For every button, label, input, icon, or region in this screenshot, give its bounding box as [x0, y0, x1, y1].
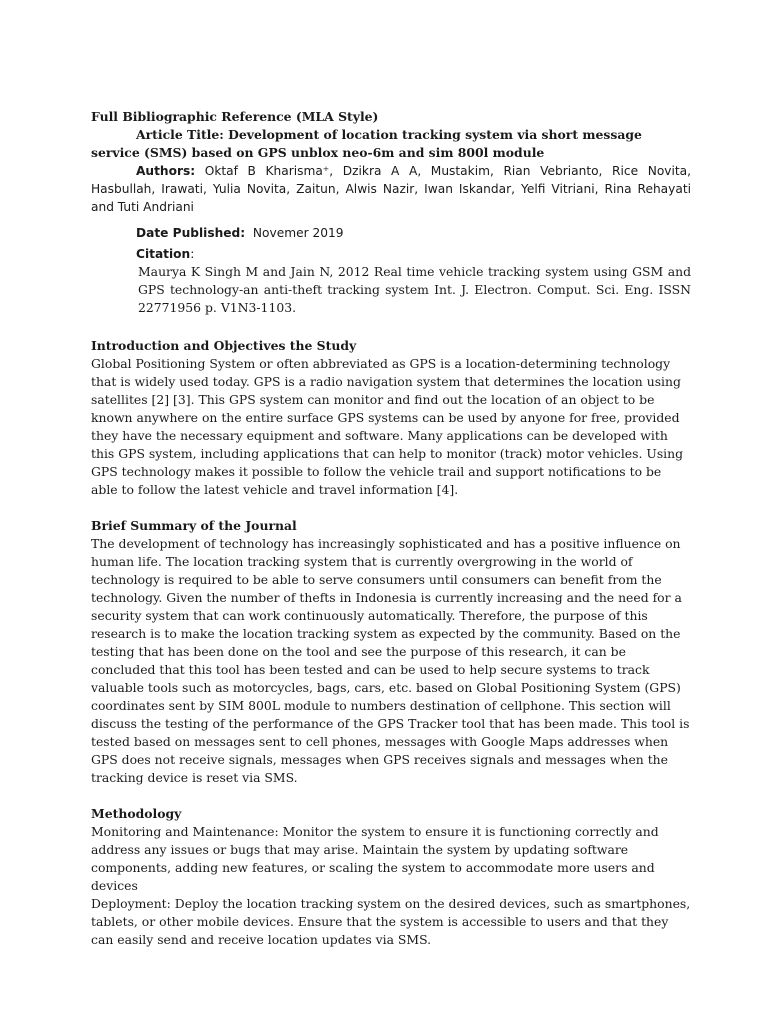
- authors-label: Authors:: [136, 164, 196, 178]
- methodology-paragraph-1: Monitoring and Maintenance: Monitor the system to ensure it is functioning correctly and address any issues or bugs that may arise. Maintain the system by updating software components, adding new features, or scaling the system to accommodate more users and devices: [91, 824, 659, 893]
- spacer: [91, 787, 691, 805]
- introduction-body: Global Positioning System or often abbreviated as GPS is a location-determining technology that is widely used today. GPS is a radio navigation system that determines the location using satellites [2] [3]. This GPS system can monitor and find out the location of an object to be known anywhere on the entire surface GPS systems can be used by anyone for free, provided they have the necessary equipment and software. Many applications can be developed with this GPS system, including applications that can help to monitor (track) motor vehicles. Using GPS technology makes it possible to follow the vehicle trail and support notifications to be able to follow the latest vehicle and travel information [4].: [91, 356, 684, 497]
- summary-body: The development of technology has increasingly sophisticated and has a positive influence on human life. The location tracking system that is currently overgrowing in the world of technology is required to be able to serve consumers until consumers can benefit from the technology. Given the number of thefts in Indonesia is currently increasing and the need for a security system that can work continuously automatically. Therefore, the purpose of this research is to make the location tracking system as expected by the community. Based on the testing that has been done on the tool and see the purpose of this research, it can be concluded that this tool has been tested and can be used to help secure systems to track valuable tools such as motorcycles, bags, cars, etc. based on Global Positioning System (GPS) coordinates sent by SIM 800L module to numbers destination of cellphone. This section will discuss the testing of the performance of the GPS Tracker tool that has been made. This tool is tested based on messages sent to cell phones, messages with Google Maps addresses when GPS does not receive signals, messages when GPS receives signals and messages when the tracking device is reset via SMS.: [91, 536, 690, 785]
- spacer: [91, 317, 691, 337]
- date-published: [91, 224, 691, 242]
- reference-section: [91, 108, 691, 317]
- introduction-heading: Introduction and Objectives the Study: [91, 338, 357, 353]
- introduction-section: [91, 337, 691, 499]
- citation-text: Maurya K Singh M and Jain N, 2012 Real time vehicle tracking system using GSM and GPS technology-an anti-theft tracking system Int. J. Electron. Comput. Sci. Eng. ISSN 22771956 p. V1N3-1103.: [138, 264, 691, 315]
- date-text: Novemer 2019: [252, 226, 344, 240]
- citation-colon: :: [190, 247, 195, 261]
- citation-label-line: [91, 245, 691, 263]
- methodology-section: [91, 805, 691, 949]
- date-label: Date Published:: [136, 226, 246, 240]
- document-page: [91, 108, 691, 949]
- methodology-paragraph-2: Deployment: Deploy the location tracking system on the desired devices, such as smartphones, tablets, or other mobile devices. Ensure that the system is accessible to users and that they can easily send and receive location updates via SMS.: [91, 896, 691, 947]
- article-title-text: Development of location tracking system via short message service (SMS) based on GPS unblox neo-6m and sim 800l module: [91, 127, 642, 160]
- summary-section: [91, 517, 691, 787]
- article-title: [91, 126, 691, 162]
- authors: [91, 162, 691, 216]
- summary-heading: Brief Summary of the Journal: [91, 518, 297, 533]
- methodology-heading: Methodology: [91, 806, 182, 821]
- article-title-label: Article Title:: [136, 127, 224, 142]
- citation-label: Citation: [136, 247, 191, 261]
- authors-text: Oktaf B Kharisma⁺, Dzikra A A, Mustakim, Rian Vebrianto, Rice Novita, Hasbullah, Irawati, Yulia Novita, Zaitun, Alwis Nazir, Iwan Iskandar, Yelfi Vitriani, Rina Rehayati and Tuti Andriani: [91, 164, 692, 214]
- reference-heading: Full Bibliographic Reference (MLA Style): [91, 109, 379, 124]
- spacer: [91, 499, 691, 517]
